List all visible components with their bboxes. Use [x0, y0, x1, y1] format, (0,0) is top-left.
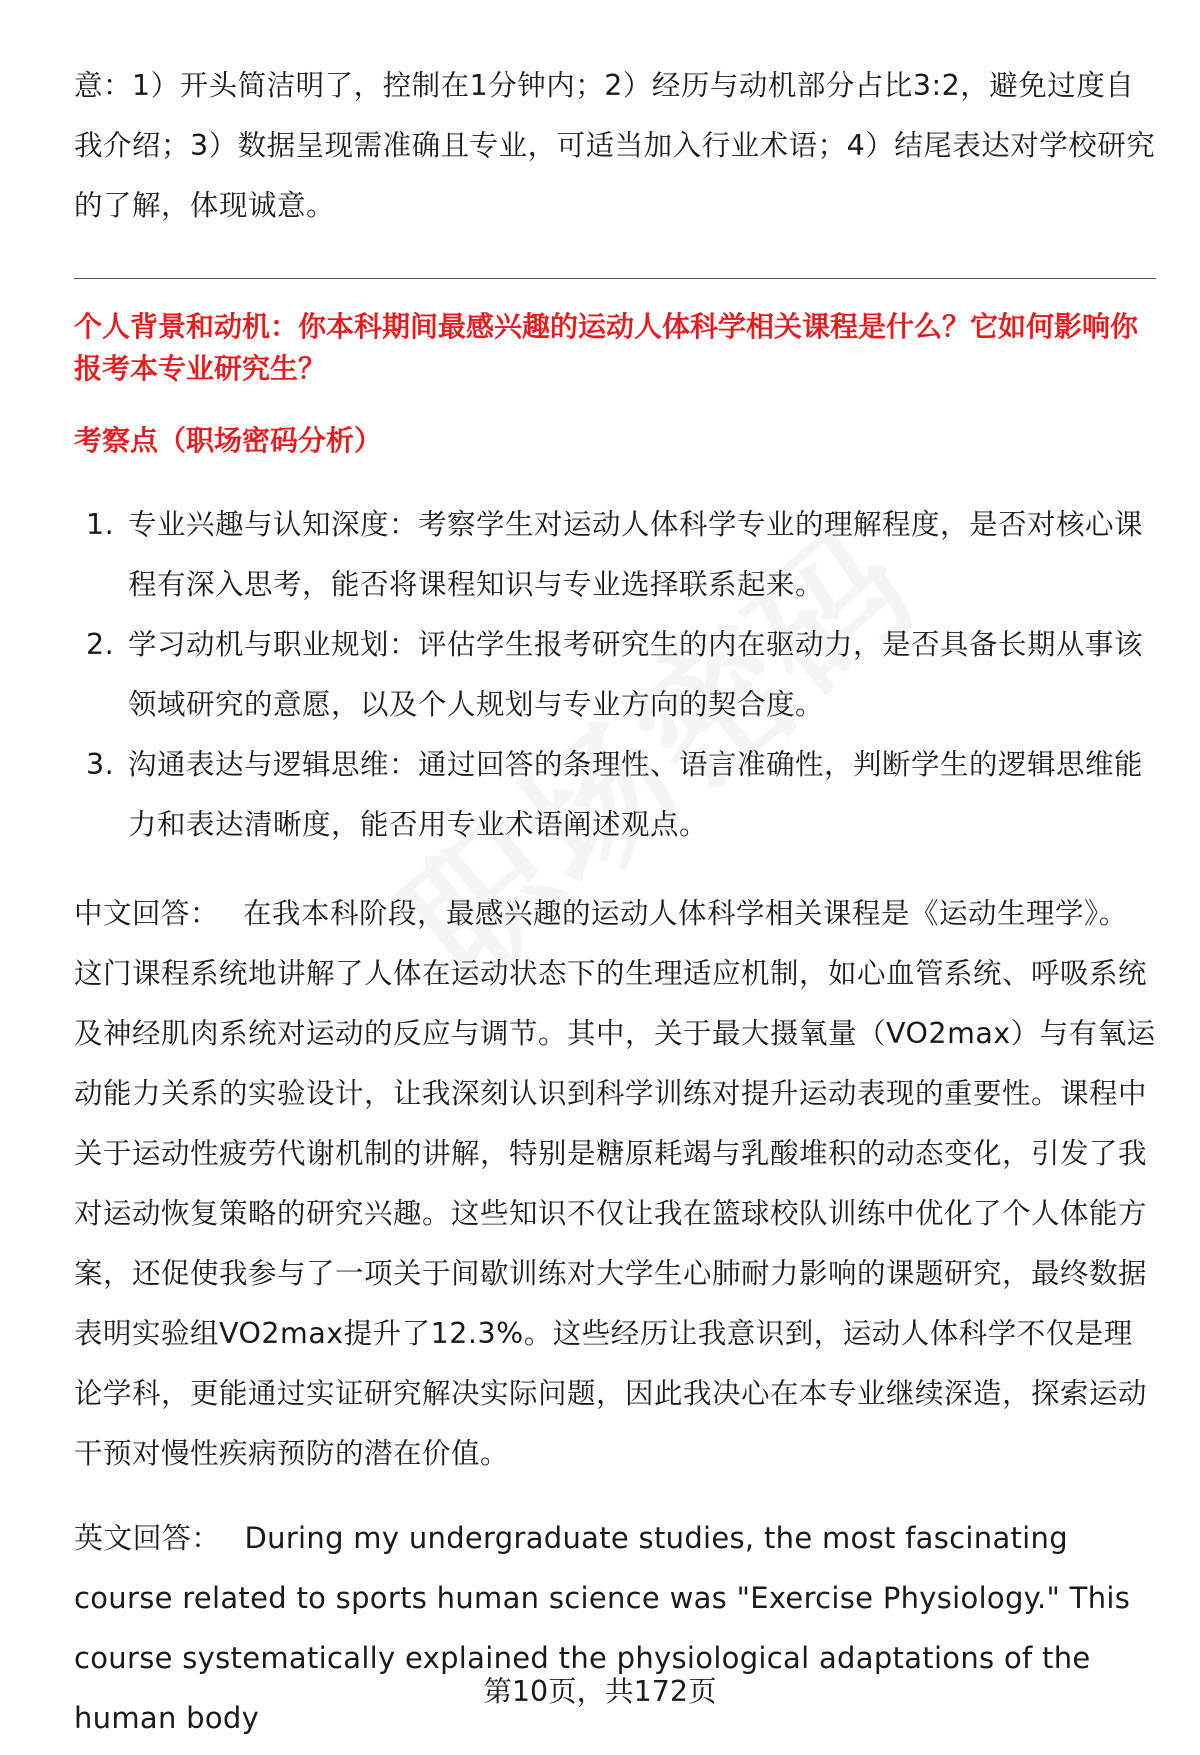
point-text: 学习动机与职业规划：评估学生报考研究生的内在驱动力，是否具备长期从事该领域研究的意愿，以及个人规划与专业方向的契合度。: [128, 628, 1144, 721]
chinese-answer-text: 在我本科阶段，最感兴趣的运动人体科学相关课程是《运动生理学》。这门课程系统地讲解了人体在运动状态下的生理适应机制，如心血管系统、呼吸系统及神经肌肉系统对运动的反应与调节。其中，关于最大摄氧量（VO2max）与有氧运动能力关系的实验设计，让我深刻认识到科学训练对提升运动表现的重要性。课程中关于运动性疲劳代谢机制的讲解，特别是糖原耗竭与乳酸堆积的动态变化，引发了我对运动恢复策略的研究兴趣。这些知识不仅让我在篮球校队训练中优化了个人体能方案，还促使我参与了一项关于间歇训练对大学生心肺耐力影响的课题研究，最终数据表明实验组VO2max提升了12.3%。这些经历让我意识到，运动人体科学不仅是理论学科，更能通过实证研究解决实际问题，因此我决心在本专业继续深造，探索运动干预对慢性疾病预防的潜在价值。: [74, 897, 1156, 1470]
point-text: 沟通表达与逻辑思维：通过回答的条理性、语言准确性，判断学生的逻辑思维能力和表达清晰度，能否用专业术语阐述观点。: [128, 748, 1144, 841]
question-heading: 个人背景和动机：你本科期间最感兴趣的运动人体科学相关课程是什么？它如何影响你报考本专业研究生？: [74, 310, 1139, 385]
english-answer-text: During my undergraduate studies, the most fascinating course related to sports human science was "Exercise Physiology." This course systematically explained the physiological adaptations of the human body: [74, 1521, 1131, 1735]
section-divider: [74, 278, 1156, 279]
page-footer: 第10页，共172页: [483, 1675, 717, 1708]
evaluation-point-2: [74, 615, 1156, 735]
english-answer: [74, 1508, 1156, 1748]
point-number: 3.: [86, 748, 115, 781]
intro-paragraph: 意：1）开头简洁明了，控制在1分钟内；2）经历与动机部分占比3:2，避免过度自我介绍；3）数据呈现需准确且专业，可适当加入行业术语；4）结尾表达对学校研究的了解，体现诚意。: [74, 69, 1156, 222]
evaluation-point-1: [74, 495, 1156, 615]
chinese-answer: [74, 884, 1156, 1484]
evaluation-point-3: [74, 735, 1156, 855]
evaluation-points-list: [74, 495, 1156, 855]
point-number: 1.: [86, 508, 115, 541]
point-text: 专业兴趣与认知深度：考察学生对运动人体科学专业的理解程度，是否对核心课程有深入思考，能否将课程知识与专业选择联系起来。: [128, 508, 1144, 601]
point-number: 2.: [86, 628, 115, 661]
english-answer-label: 英文回答：: [74, 1521, 221, 1555]
evaluation-heading: 考察点（职场密码分析）: [74, 424, 383, 457]
chinese-answer-label: 中文回答：: [74, 897, 220, 930]
